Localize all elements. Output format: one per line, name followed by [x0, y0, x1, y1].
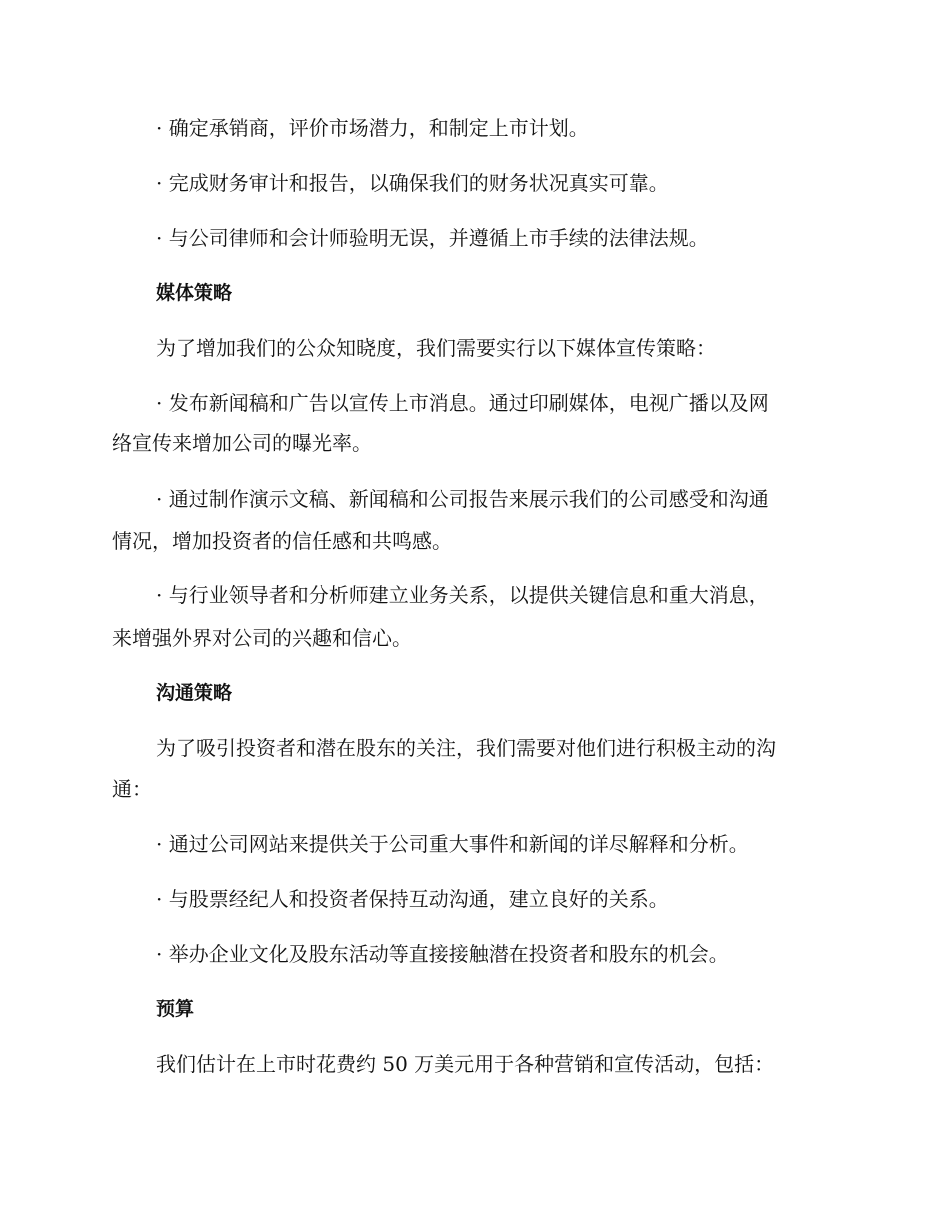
communication-intro-line-1: 为了吸引投资者和潜在股东的关注，我们需要对他们进行积极主动的沟: [156, 736, 776, 760]
heading-budget: 预算: [156, 998, 195, 1020]
bullet-analysts-line-1: · 与行业领导者和分析师建立业务关系，以提供关键信息和重大消息，: [156, 583, 769, 607]
bullet-audit: · 完成财务审计和报告，以确保我们的财务状况真实可靠。: [156, 171, 669, 195]
bullet-presentations-line-1: · 通过制作演示文稿、新闻稿和公司报告来展示我们的公司感受和沟通: [156, 487, 769, 511]
bullet-presentations-line-2: 情况，增加投资者的信任感和共鸣感。: [112, 529, 452, 553]
bullet-press-release-line-1: · 发布新闻稿和广告以宣传上市消息。通过印刷媒体，电视广播以及网: [156, 391, 769, 415]
bullet-analysts-line-2: 来增强外界对公司的兴趣和信心。: [112, 626, 412, 650]
budget-paragraph: 我们估计在上市时花费约 50 万美元用于各种营销和宣传活动，包括：: [156, 1052, 775, 1076]
heading-communication-strategy: 沟通策略: [156, 682, 233, 704]
bullet-press-release-line-2: 络宣传来增加公司的曝光率。: [112, 431, 372, 455]
bullet-events: · 举办企业文化及股东活动等直接接触潜在投资者和股东的机会。: [156, 942, 729, 966]
bullet-brokers: · 与股票经纪人和投资者保持互动沟通，建立良好的关系。: [156, 887, 669, 911]
heading-media-strategy: 媒体策略: [156, 282, 233, 304]
bullet-website: · 通过公司网站来提供关于公司重大事件和新闻的详尽解释和分析。: [156, 832, 749, 856]
bullet-legal: · 与公司律师和会计师验明无误，并遵循上市手续的法律法规。: [156, 226, 709, 250]
bullet-underwriter: · 确定承销商，评价市场潜力，和制定上市计划。: [156, 116, 589, 140]
media-intro-paragraph: 为了增加我们的公众知晓度，我们需要实行以下媒体宣传策略：: [156, 336, 716, 360]
communication-intro-line-2: 通：: [112, 777, 152, 801]
